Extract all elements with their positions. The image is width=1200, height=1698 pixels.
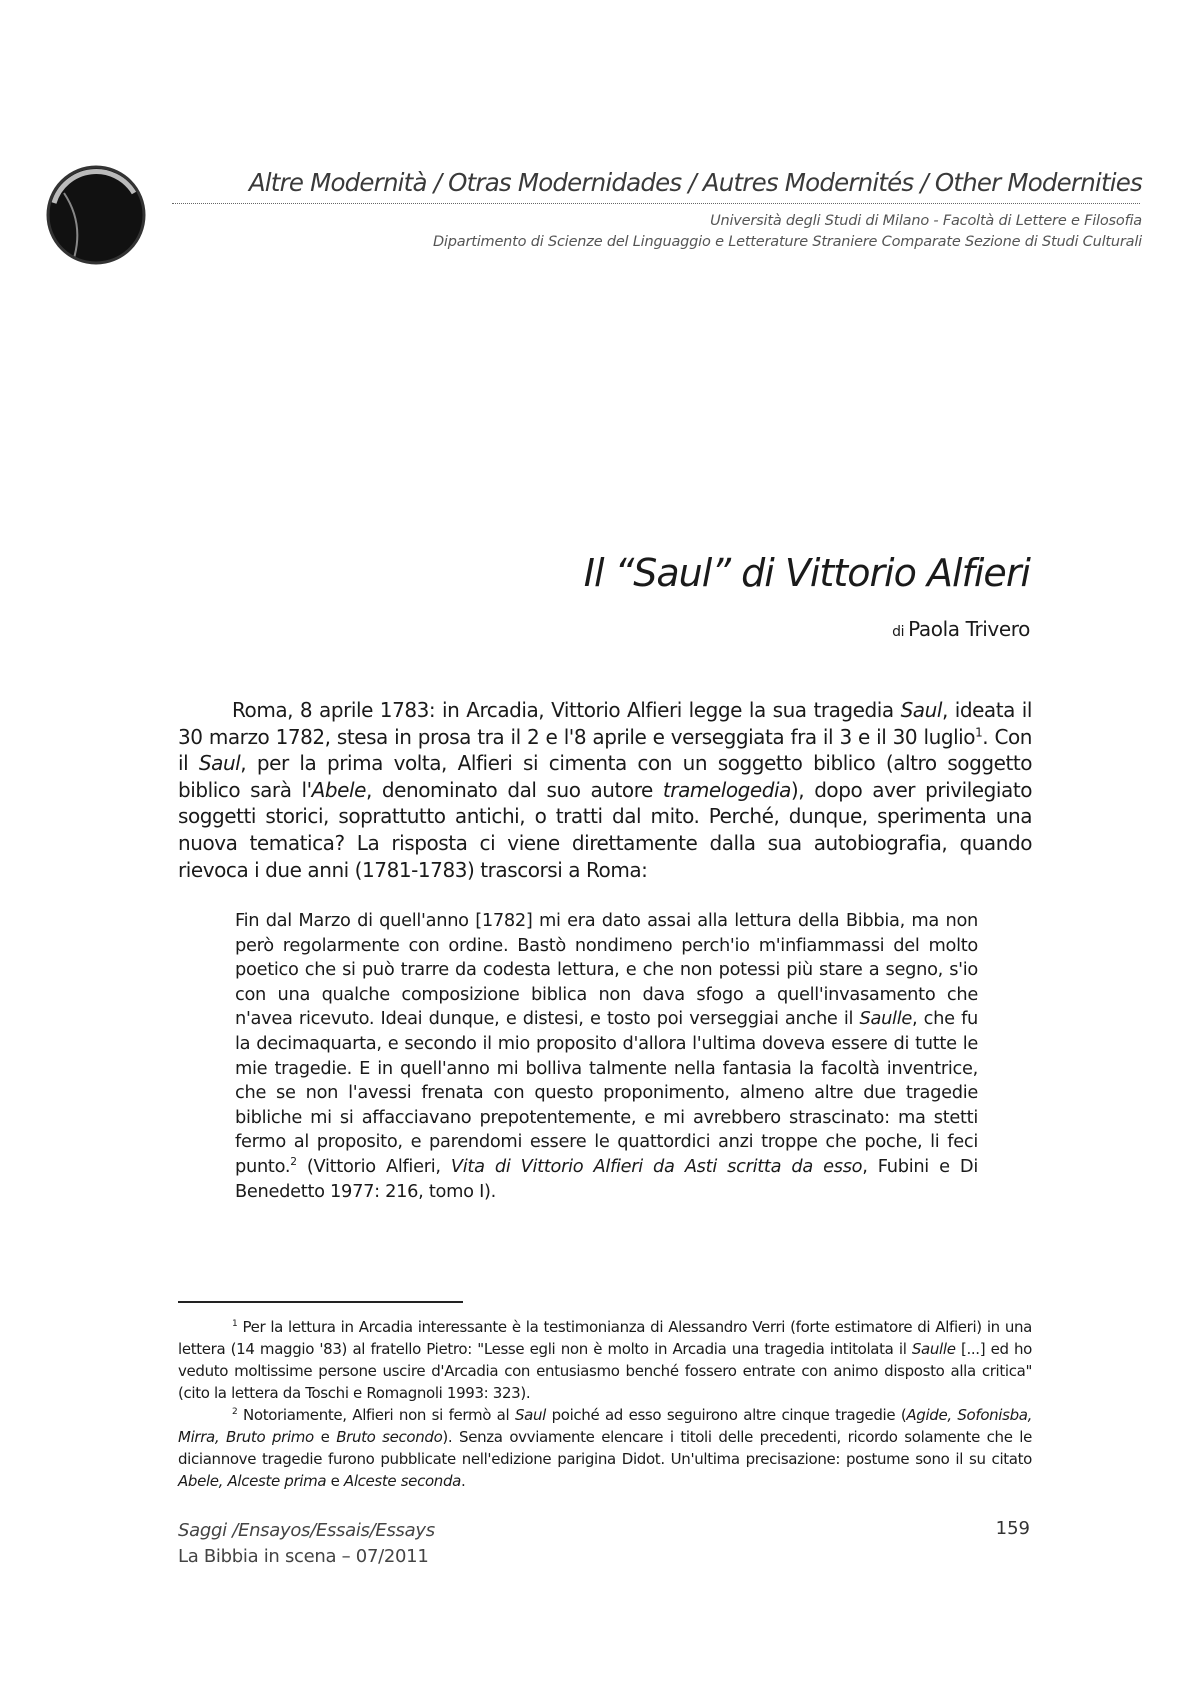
quote-text: Fin dal Marzo di quell'anno [1782] mi era dato assai alla lettura della Bibbia, ma non però regolarmente con ordine. Bastò nondimeno perch'io m'infiammassi del molto poetico che si può trarre da codesta lettura, e che non potessi più stare a segno, s'io con una qualche composizione biblica non dava sfogo a quell'invasamento che n'avea ricevuto. Ideai dunque, e distesi, e tosto poi verseggiai anche il [235,910,978,1030]
work-title: Saulle [911,1340,956,1358]
work-title: Abele [311,777,366,802]
work-title: Saul [514,1406,546,1424]
footnote-text: e [326,1472,344,1490]
footnotes [178,1316,1032,1492]
header-divider [172,203,1140,204]
journal-title: Altre Modernità / Otras Modernidades / Autres Modernités / Other Modernities [248,168,1142,197]
journal-logo-icon [44,163,148,267]
footnote-text: Per la lettura in Arcadia interessante è la testimonianza di Alessandro Verri (forte estimatore di Alfieri) in una lettera (14 maggio '83) al fratello Pietro: "Lesse egli non è molto in Arcadia una tragedia intitolata il [178,1318,1032,1358]
footnote-divider [178,1301,463,1303]
author-name: Paola Trivero [908,617,1030,641]
body-text: Roma, 8 aprile 1783: in Arcadia, Vittorio Alfieri legge la sua tragedia [232,698,901,722]
footnote-1 [178,1316,1032,1404]
footnote-text: Notoriamente, Alfieri non si fermò al [237,1406,515,1424]
footnote-ref[interactable]: 1 [975,724,983,739]
body-text: . Con il [178,724,1032,776]
footnote-number: 1 [232,1319,238,1329]
department-line: Dipartimento di Scienze del Linguaggio e Letterature Straniere Comparate Sezione di Studi Culturali [432,234,1142,250]
footer-info [178,1518,435,1570]
section-label: Saggi /Ensayos/Essais/Essays [178,1520,435,1541]
quote-text: , Fubini e Di Benedetto 1977: 216, tomo I). [235,1155,978,1202]
work-title: Saul [900,698,942,722]
body-paragraph [178,697,1032,883]
footnote-text: . [460,1472,466,1490]
footnote-2 [178,1404,1032,1492]
body-text: , ideata il 30 marzo 1782, stesa in prosa tra il 2 e l'8 aprile e verseggiata fra il 3 e il 30 luglio [178,698,1032,749]
work-title: Abele, Alceste prima [178,1472,327,1490]
block-quote [235,909,978,1204]
footnote-text: e [313,1428,337,1446]
quote-text: (Vittorio Alfieri, [296,1155,451,1177]
body-text: , per la prima volta, Alfieri si cimenta con un soggetto biblico (altro soggetto biblico sarà l' [178,751,1033,802]
footnote-number: 2 [232,1407,238,1417]
footnote-ref[interactable]: 2 [290,1155,297,1169]
issue-label: La Bibbia in scena – 07/2011 [178,1546,429,1567]
quote-text: , che fu la decimaquarta, e secondo il mio proposito d'allora l'ultima doveva essere di tutte le mie tragedie. E in quell'anno mi bolliva talmente nella fantasia la facoltà inventrice, che se non l'avessi frenata con questo proponimento, almeno altre due tragedie bibliche mi si affacciavano prepotentemente, e mi avrebbero strascinato: ma stetti fermo al proposito, e parendomi essere le quattordici anzi troppe che poche, li feci punto. [235,1008,978,1177]
footnote-text: [...] ed ho veduto moltissime persone uscire d'Arcadia con entusiasmo benché fossero entrate con animo disposto alla critica" (cito la lettera da Toschi e Romagnoli 1993: 323). [178,1340,1032,1402]
work-title: Bruto secondo [336,1428,443,1446]
work-title: Agide, Sofonisba, Mirra, Bruto primo [178,1406,1033,1446]
work-title: Vita di Vittorio Alfieri da Asti scritta da esso [450,1155,863,1177]
work-title: Saulle [859,1008,912,1030]
page-number: 159 [995,1518,1030,1539]
byline-prefix: di [892,624,905,640]
body-text: , denominato dal suo autore [365,777,663,802]
work-title: Alceste seconda [343,1472,461,1490]
article-title: Il “Saul” di Vittorio Alfieri [583,551,1030,595]
emphasis-term: tramelogedia [662,777,791,802]
work-title: Saul [198,751,241,776]
footnote-text: poiché ad esso seguirono altre cinque tragedie ( [545,1406,907,1424]
university-line: Università degli Studi di Milano - Facoltà di Lettere e Filosofia [710,213,1142,229]
body-text: ), dopo aver privilegiato soggetti storici, soprattutto antichi, o tratti dal mito. Perché, dunque, sperimenta una nuova tematica? La risposta ci viene direttamente dalla sua autobiografia, quando rievoca i due anni (1781-1783) trascorsi a Roma: [178,777,1032,882]
byline [892,617,1030,641]
footnote-text: ). Senza ovviamente elencare i titoli delle precedenti, ricordo solamente che le diciannove tragedie furono pubblicate nell'edizione parigina Didot. Un'ultima precisazione: postume sono il su citato [178,1428,1032,1468]
